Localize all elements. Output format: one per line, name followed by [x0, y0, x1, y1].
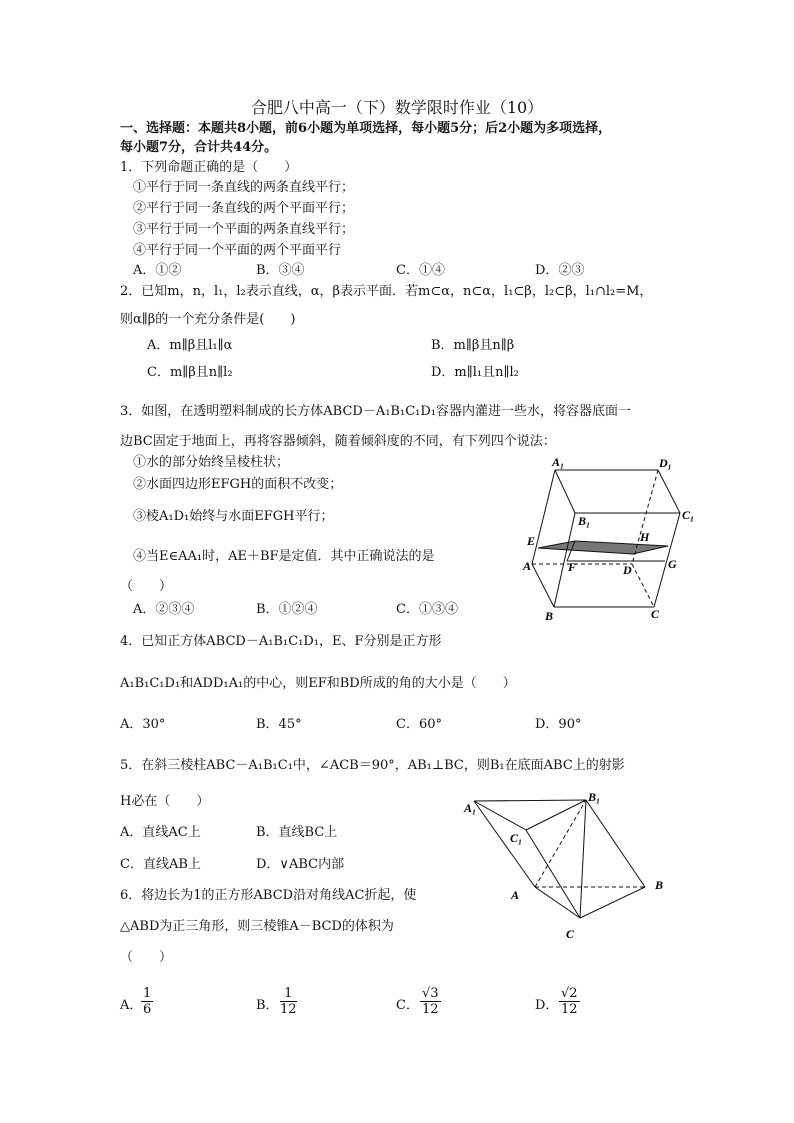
q4-option-a: A．30°: [120, 717, 166, 732]
section-heading-line2: 每小题7分，合计共44分。: [120, 140, 278, 155]
q5-option-c: C．直线AB上: [120, 857, 201, 872]
q6-option-c-label: C．: [396, 998, 419, 1013]
label-G: G: [668, 557, 677, 571]
label-A: A: [511, 888, 520, 902]
label-B1: B₁: [578, 514, 591, 528]
q5-option-a: A．直线AC上: [120, 825, 201, 840]
q5-stem-line1: 5．在斜三棱柱ABC－A₁B₁C₁中，∠ACB＝90°，AB₁⊥BC，则B₁在底面ABC上的射影: [120, 758, 625, 773]
q3-statement-4: ④当E∈AA₁时，AE＋BF是定值．其中正确说法的是: [133, 549, 435, 564]
q2-option-a: A．m∥β且l₁∥α: [147, 338, 233, 353]
q1-statement-2: ②平行于同一条直线的两个平面平行；: [133, 201, 355, 216]
label-C1: C₁: [510, 831, 523, 845]
q6-option-b-label: B．: [256, 998, 279, 1013]
q2-option-c: C．m∥β且n∥l₂: [147, 365, 233, 380]
oblique-prism-figure: [462, 785, 677, 945]
q1-option-d: D．②③: [535, 263, 585, 278]
q1-option-b: B．③④: [256, 263, 305, 278]
q6-option-b-fraction: [280, 986, 297, 1017]
q4-option-c: C．60°: [396, 717, 442, 732]
q3-stem-line1: 3．如图，在透明塑料制成的长方体ABCD－A₁B₁C₁D₁容器内灌进一些水，将容器底面一: [120, 404, 631, 419]
q6-option-a-label: A．: [120, 998, 143, 1013]
q3-option-a: A．②③④: [133, 602, 195, 617]
q3-stem-line2: 边BC固定于地面上，再将容器倾斜，随着倾斜度的不同，有下列四个说法：: [120, 434, 556, 449]
q3-answer-paren: （ ）: [120, 579, 173, 594]
label-E: E: [527, 534, 536, 548]
q1-stem: 1．下列命题正确的是（ ）: [120, 160, 298, 175]
q3-option-c: C．①③④: [396, 602, 458, 617]
q2-option-b: B．m∥β且n∥β: [431, 338, 515, 353]
label-D1: D₁: [659, 456, 672, 470]
label-C: C: [651, 607, 660, 621]
q6-option-a-numerator: 1: [143, 986, 152, 1001]
q6-option-a-denominator: 6: [143, 1002, 152, 1017]
q3-statement-2: ②水面四边形EFGH的面积不改变；: [133, 477, 343, 492]
label-A1: A₁: [464, 801, 477, 815]
q6-option-d-numerator: √2: [561, 986, 578, 1001]
label-B1: B₁: [588, 790, 601, 804]
q3-statement-1: ①水的部分始终呈棱柱状；: [133, 455, 290, 470]
q2-stem-line2: 则α∥β的一个充分条件是( ): [120, 312, 296, 327]
q6-option-d-label: D．: [535, 998, 559, 1013]
q3-statement-3: ③棱A₁D₁始终与水面EFGH平行；: [133, 509, 334, 524]
label-A1: A₁: [552, 455, 565, 469]
q1-statement-3: ③平行于同一个平面的两条直线平行；: [133, 222, 355, 237]
q1-statement-1: ①平行于同一条直线的两条直线平行；: [133, 180, 355, 195]
label-H: H: [640, 530, 650, 544]
q5-option-b: B．直线BC上: [256, 825, 338, 840]
q6-stem-line1: 6．将边长为1的正方形ABCD沿对角线AC折起，使: [120, 888, 417, 903]
q5-stem-line2: H必在（ ）: [120, 794, 210, 809]
label-B: B: [545, 609, 554, 623]
label-F: F: [568, 560, 577, 574]
q5-option-d: D．∨ABC内部: [256, 857, 345, 872]
q6-option-a-fraction: [141, 986, 153, 1017]
q1-option-a: A．①②: [133, 263, 182, 278]
q6-option-c-denominator: 12: [422, 1002, 439, 1017]
cuboid-water-figure: [520, 455, 705, 625]
q4-stem-line1: 4．已知正方体ABCD－A₁B₁C₁D₁，E、F分别是正方形: [120, 634, 442, 649]
q4-option-d: D．90°: [535, 717, 582, 732]
q6-option-c-numerator: √3: [422, 986, 439, 1001]
q3-option-b: B．①②④: [256, 602, 318, 617]
q4-stem-line2: A₁B₁C₁D₁和ADD₁A₁的中心，则EF和BD所成的角的大小是（ ）: [120, 676, 516, 691]
q6-option-c-fraction: [420, 986, 441, 1017]
q2-stem-line1: 2．已知m，n，l₁，l₂表示直线，α，β表示平面．若m⊂α，n⊂α，l₁⊂β，l₂⊂β，l₁∩l₂=M，: [120, 284, 653, 299]
label-C: C: [566, 927, 575, 941]
q2-option-d: D．m∥l₁且n∥l₂: [431, 365, 519, 380]
q1-option-c: C．①④: [396, 263, 445, 278]
q6-option-b-denominator: 12: [280, 1002, 297, 1017]
label-A: A: [523, 559, 532, 573]
q6-option-d-fraction: [559, 986, 580, 1017]
page-title: 合肥八中高一（下）数学限时作业（10）: [250, 98, 544, 117]
section-heading-line1: 一、选择题：本题共8小题，前6小题为单项选择，每小题5分；后2小题为多项选择，: [120, 121, 612, 136]
label-D: D: [623, 563, 632, 577]
label-B: B: [655, 878, 664, 892]
q6-option-d-denominator: 12: [561, 1002, 578, 1017]
q1-statement-4: ④平行于同一个平面的两个平面平行: [133, 243, 342, 258]
q6-answer-paren: （ ）: [120, 950, 173, 965]
q6-option-b-numerator: 1: [280, 986, 297, 1002]
q6-stem-line2: △ABD为正三角形，则三棱锥A－BCD的体积为: [120, 919, 394, 934]
q4-option-b: B．45°: [256, 717, 302, 732]
label-C1: C₁: [682, 508, 695, 522]
